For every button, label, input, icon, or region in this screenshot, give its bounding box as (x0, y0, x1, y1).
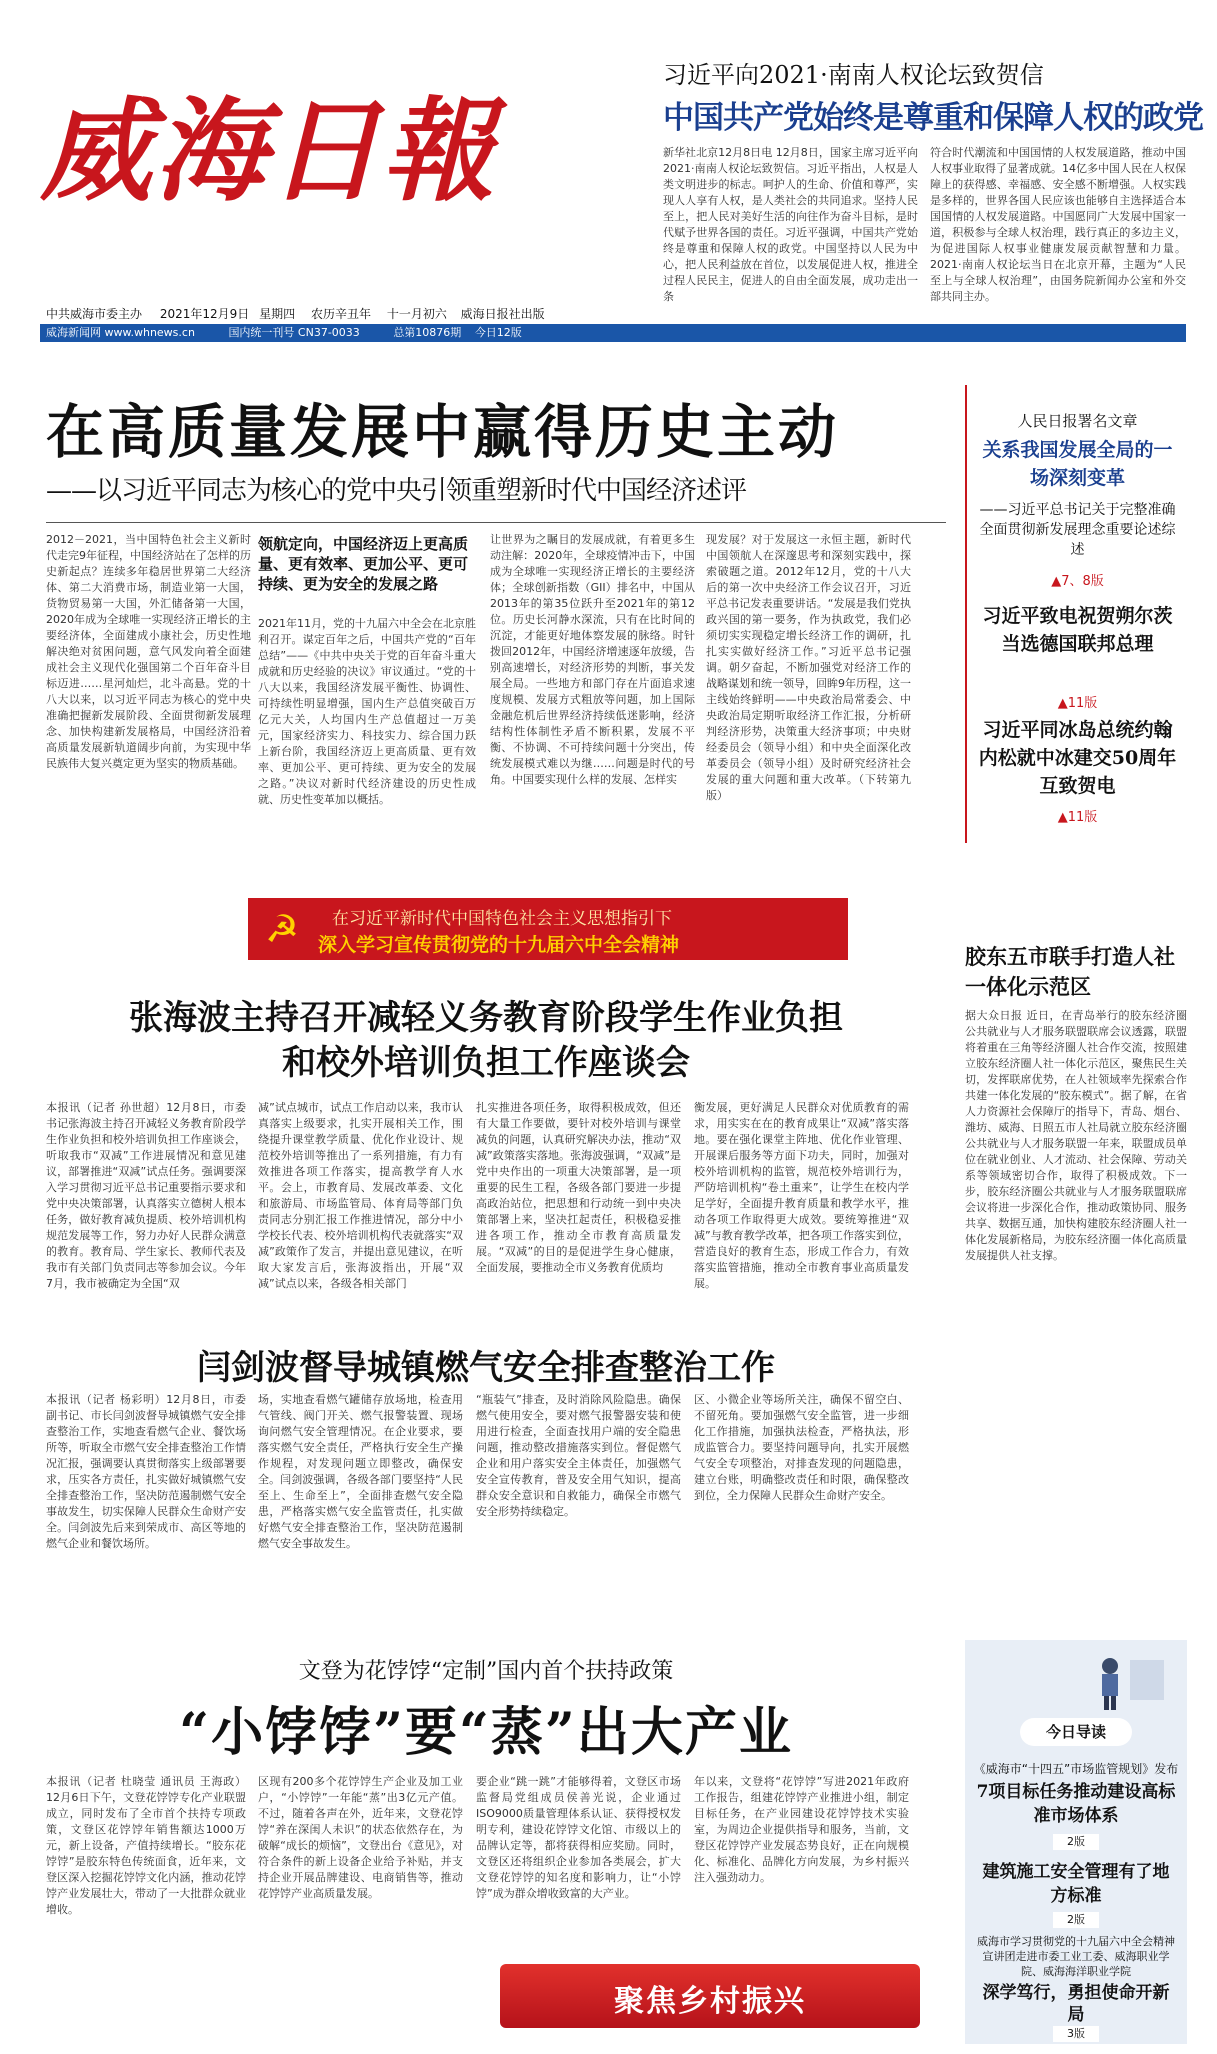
rural-revival-banner (500, 1964, 920, 2028)
theme-banner-line1: 在习近平新时代中国特色社会主义思想指引下 (332, 909, 672, 929)
rural-revival-banner-text: 聚焦乡村振兴 (614, 1984, 806, 2019)
masthead-site: 威海新闻网 www.whnews.cn (46, 326, 195, 339)
guide-item3-ref: 3版 (1053, 2026, 1099, 2042)
story4-headline: “小饽饽”要“蒸”出大产业 (179, 1702, 793, 1763)
masthead-weekday: 星期四 (259, 307, 296, 321)
today-guide-title: 今日导读 (1020, 1718, 1132, 1746)
sidebar-top-ref2: ▲11版 (1057, 696, 1098, 711)
guide-item1-kicker: 《威海市“十四五”市场监管规划》发布 (973, 1762, 1179, 1776)
story4-col3: 要企业“跳一跳”才能够得着，文登区市场监督局党组成员侯善光说，企业通过ISO9000质量管理体系认证、获得授权发明专利，建设花饽饽文化馆、市级以上的品牌认定等，都将获得相应奖励。同时，文登区还将组织企业参加各类展会，扩大文登花饽饽的知名度和影响力，让“小饽饽”成为群众增收致富的大产业。 (476, 1775, 681, 1900)
sidebar-mid-headline: 胶东五市联手打造人社一体化示范区 (965, 944, 1175, 999)
masthead-date: 2021年12月9日 (159, 307, 250, 321)
story3-col4: 区、小微企业等场所关注，确保不留空白、不留死角。要加强燃气安全监管，进一步细化工作措施，加强执法检查，严格执法，形成监管合力。要坚持问题导向，扎实开展燃气安全专项整治，对排查发现的问题隐患，建立台账，明确整改责任和时限，确保整改到位，全力保障人民群众生命财产安全。 (694, 1393, 909, 1502)
masthead-issue: 总第10876期 (393, 326, 462, 339)
party-emblem-icon: ☭ (264, 907, 300, 951)
story2-col3: 扎实推进各项任务，取得积极成效，但还有大量工作要做，要针对校外培训与课堂减负的问题，认真研究解决办法，推动“双减”政策落实落地。张海波强调，“双减”是党中央作出的一项重大决策部署，是一项重要的民生工程，各级各部门要进一步提高政治站位，把思想和行动统一到中央决策部署上来，坚决扛起责任，积极稳妥推进各项工作，推动全市教育高质量发展。“双减”的目的是促进学生身心健康，全面发展，要推动全市义务教育优质均 (476, 1101, 681, 1274)
top-story-col2: 符合时代潮流和中国国情的人权发展道路，推动中国人权事业取得了显著成就。14亿多中国人民在人权保障上的获得感、幸福感、安全感不断增强。人权实践是多样的，世界各国人民应该也能够自主选择适合本国国情的人权发展道路。中国愿同广大发展中国家一道，积极参与全球人权治理，践行真正的多边主义，为促进国际人权事业健康发展贡献智慧和力量。2021·南南人权论坛当日在北京开幕，主题为“人民至上与全球人权治理”，由国务院新闻办公室和外交部共同主办。 (930, 146, 1186, 303)
story4-col1: 本报讯（记者 杜晓莹 通讯员 王海政）12月6日下午，文登花饽饽专化产业联盟成立，同时发布了全市首个扶持专项政策，文登区花饽饽年销售额达1000万元，新上设备，产值持续增长。“胶东花饽饽”是胶东特色传统面食，近年来，文登区深入挖掘花饽饽文化内涵，推动花饽饽产业发展壮大，带动了一大批群众就业增收。 (46, 1775, 246, 1916)
masthead-org: 中共威海市委主办 (46, 307, 143, 321)
sidebar-top-kicker: 人民日报署名文章 (1017, 412, 1138, 430)
theme-banner (248, 898, 848, 960)
masthead-lunar-year: 农历辛丑年 (310, 307, 371, 321)
theme-banner-line2: 深入学习宣传贯彻党的十九届六中全会精神 (318, 934, 680, 956)
story2-col2: 减”试点城市，试点工作启动以来，我市认真落实上级要求，扎实开展相关工作，围绕提升课堂教学质量、优化作业设计、规范校外培训等推出了一系列措施，有力有效推进各项工作落实，提高教学育人水平。会上，市教育局、发展改革委、文化和旅游局、市场监管局、体育局等部门负责同志分别汇报工作推进情况，部分中小学校长代表、校外培训机构代表就落实“双减”政策作了发言，并提出意见建议，在听取大家发言后，张海波指出，开展“双减”试点以来，各级各相关部门 (258, 1101, 463, 1290)
main-subhead: ——以习近平同志为核心的党中央引领重塑新时代中国经济述评 (46, 476, 747, 506)
sidebar-top-ref3: ▲11版 (1057, 810, 1098, 825)
sidebar-top-headline: 关系我国发展全局的一场深刻变革 (982, 439, 1173, 489)
guide-item3-title: 深学笃行，勇担使命开新局 (982, 1983, 1170, 2025)
main-rule (46, 522, 946, 523)
sidebar-top-ref1: ▲7、8版 (1051, 574, 1104, 589)
masthead-cn: 国内统一刊号 CN37-0033 (228, 326, 360, 339)
story4-col2: 区现有200多个花饽饽生产企业及加工业户，“小饽饽”一年能“蒸”出3亿元产值。不过，随着各声在外，近年来，文登花饽饽“养在深闺人未识”的状态依然存在，为破解“成长的烦恼”，文登出台《意见》，对符合条件的新上设备企业给予补贴，并支持企业开展品牌建设、电商销售等，推动花饽饽产业高质量发展。 (258, 1775, 463, 1900)
sidebar-mid-body: 据大众日报 近日，在青岛举行的胶东经济圈公共就业与人才服务联盟联席会议透露，联盟将着重在三角等经济圈人社合作交流，按照建立胶东经济圈人社一体化示范区，聚焦民生关切，发挥联席优势，在人社领域率先探索合作共建一体化发展的“胶东模式”。据了解，在省人力资源社会保障厅的指导下，青岛、烟台、潍坊、威海、日照五市人社局就立胶东经济圈公共就业与人才服务联盟一年来，联盟成员单位在就业创业、人才流动、社会保障、劳动关系等领域密切合作，取得了积极成效。下一步，胶东经济圈公共就业与人才服务联盟联席会议将进一步深化合作，推动政策协同、服务共享、数据互通，加快构建胶东经济圈人社一体化发展新格局，为胶东经济圈一体化高质量发展提供人社支撑。 (965, 1009, 1187, 1262)
masthead-publisher: 威海日报社出版 (460, 307, 545, 321)
story2-col1: 本报讯（记者 孙世超）12月8日，市委书记张海波主持召开减轻义务教育阶段学生作业负担和校外培训负担工作座谈会，听取我市“双减”工作进展情况和意见建议，部署推进“双减”试点任务。强调要深入学习贯彻习近平总书记重要指示要求和党中央决策部署，认真落实立德树人根本任务，做好教育减负提质、校外培训机构规范发展等工作，努力办好人民群众满意的教育。教育局、学生家长、教师代表及我市有关部门负责同志等参加会议。今年7月，我市被确定为全国“双 (46, 1101, 246, 1290)
sidebar-top-item3: 习近平同冰岛总统约翰内松就中冰建交50周年互致贺电 (978, 719, 1177, 797)
story3-headline: 闫剑波督导城镇燃气安全排查整治工作 (197, 1348, 775, 1388)
masthead-logo: 威海日報 (40, 86, 496, 217)
story2-headline-1: 张海波主持召开减轻义务教育阶段学生作业负担 (129, 998, 843, 1038)
main-col2-lead: 领航定向，中国经济迈上更高质量、更有效率、更加公平、更可持续、更为安全的发展之路 (258, 535, 469, 593)
sidebar-top-item2: 习近平致电祝贺朔尔茨当选德国联邦总理 (982, 605, 1173, 655)
top-story-col1: 新华社北京12月8日电 12月8日，国家主席习近平向2021·南南人权论坛致贺信。习近平指出，人权是人类文明进步的标志。呵护人的生命、价值和尊严，实现人人享有人权，是人类社会的共同追求。坚持人民至上，把人民对美好生活的向往作为奋斗目标，是时代赋予世界各国的责任。习近平强调，中国共产党始终是尊重和保障人权的政党。中国坚持以人民为中心，把人民利益放在首位，以发展促进人权，推进全过程人民民主，促进人的自由全面发展，成功走出一条 (663, 146, 918, 303)
person-icon (1080, 1652, 1170, 1712)
masthead-lunar-day: 十一月初六 (386, 307, 447, 321)
top-story-kicker: 习近平向2021·南南人权论坛致贺信 (663, 61, 1044, 89)
story3-col2: 场，实地查看燃气罐储存放场地，检查用气管线、阀门开关、燃气报警装置、现场询问燃气安全管理情况。在企业要求，要落实燃气安全责任，严格执行安全生产操作规程，对发现问题立即整改，确保安全。闫剑波强调，各级各部门要坚持“人民至上、生命至上”，全面排查燃气安全隐患，严格落实燃气安全监管责任，扎实做好燃气安全排查整治工作，坚决防范遏制燃气安全事故发生。 (258, 1393, 463, 1550)
story2-col4: 衡发展，更好满足人民群众对优质教育的需求，用实实在在的教育成果让“双减”落实落地。要在强化课堂主阵地、优化作业管理、开展课后服务等方面下功夫，同时，加强对校外培训机构的监管，规范校外培训行为，严防培训机构“卷土重来”，让学生在校内学足学好，全面提升教育质量和教学水平，推动各项工作取得更大成效。要统筹推进“双减”与教育教学改革，把各项工作落实到位，营造良好的教育生态，形成工作合力，有效落实监管措施，推动全市教育事业高质量发展。 (694, 1101, 909, 1290)
guide-item1-title: 7项目标任务推动建设高标准市场体系 (976, 1782, 1176, 1826)
guide-item2-ref: 2版 (1053, 1912, 1099, 1928)
masthead-blue-bar (40, 324, 1186, 342)
main-col3: 让世界为之瞩目的发展成就，有着更多生动注解：2020年，全球疫情冲击下，中国成为全球唯一实现经济正增长的主要经济体；全球创新指数（GII）排名中，中国从2013年的第35位跃升至2021年的第12位。历史长河静水深流，只有在比时间的沉淀，才能更好地体察发展的脉络。时针拨回2012年，中国经济增速逐年放缓，告别高速增长，对经济形势的判断，事关发展全局。一些地方和部门存在片面追求速度规模、发展方式粗放等问题，加上国际金融危机后世界经济持续低迷影响，经济结构性体制性矛盾不断积累，发展不平衡、不协调、不可持续问题十分突出，传统发展模式难以为继……问题是时代的号角。中国要实现什么样的发展、怎样实 (490, 533, 695, 786)
masthead-info-line (46, 305, 545, 322)
today-guide-illustration (1080, 1652, 1170, 1712)
sidebar-top-subhead: ——习近平总书记关于完整准确全面贯彻新发展理念重要论述综述 (979, 502, 1176, 558)
main-col4: 现发展？对于发展这一永恒主题，新时代中国领航人在深邃思考和深刻实践中，探索破题之道。2012年12月，党的十八大后的第一次中央经济工作会议召开，习近平总书记发表重要讲话。“发展是我们党执政兴国的第一要务，作为执政党，我们必须切实实现稳定增长经济工作的调研，扎扎实实做好经济工作。”习近平总书记强调。朝夕奋起，不断加强党对经济工作的战略谋划和统一领导，回眸9年历程，这一主线始终鲜明——中央政治局常委会、中央政治局定期听取经济工作汇报，分析研判经济形势，决策重大经济事项；中央财经委员会（领导小组）和中央全面深化改革委员会（领导小组）及时研究经济社会发展的重大问题和重大改革。（下转第九版） (706, 533, 911, 802)
main-col2: 2021年11月，党的十九届六中全会在北京胜利召开。谋定百年之后，中国共产党的“百年总结”——《中共中央关于党的百年奋斗重大成就和历史经验的决议》审议通过。“党的十八大以来，我国经济发展平衡性、协调性、可持续性明显增强，国内生产总值突破百万亿元大关，人均国内生产总值超过一万美元，国家经济实力、科技实力、综合国力跃上新台阶，我国经济迈上更高质量、更有效率、更加公平、更可持续、更为安全的发展之路。”决议对新时代经济建设的历史性成就、历史性变革加以概括。 (258, 617, 476, 806)
story3-col3: “瓶装气”排查，及时消除风险隐患。确保燃气使用安全，要对燃气报警器安装和使用进行检查，全面查找用户端的安全隐患问题，推动整改措施落实到位。督促燃气企业和用户落实安全主体责任，加强燃气安全宣传教育，普及安全用气知识，提高群众安全意识和自救能力，确保全市燃气安全形势持续稳定。 (476, 1393, 681, 1518)
story2-headline-2: 和校外培训负担工作座谈会 (282, 1043, 690, 1083)
guide-item2-title: 建筑施工安全管理有了地方标准 (982, 1862, 1170, 1906)
main-headline: 在高质量发展中赢得历史主动 (46, 398, 840, 466)
story4-col4: 年以来，文登将“花饽饽”写进2021年政府工作报告，组建花饽饽产业推进小组，制定目标任务，在产业园建设花饽饽技术实验室，为周边企业提供指导和服务，当前，文登区花饽饽产业发展态势良好，正在向规模化、标准化、品牌化方向发展，为乡村振兴注入强劲动力。 (694, 1775, 909, 1884)
story3-col1: 本报讯（记者 杨彩明）12月8日，市委副书记、市长闫剑波督导城镇燃气安全排查整治工作，实地查看燃气企业、餐饮场所等，听取全市燃气安全排查整治工作情况汇报，强调要认真贯彻落实上级部署要求，压实各方责任，扎实做好城镇燃气安全排查整治工作，坚决防范遏制燃气安全事故发生，切实保障人民群众生命财产安全。闫剑波先后来到荣成市、高区等地的燃气企业和餐饮场所。 (46, 1393, 246, 1550)
main-col1: 2012－2021，当中国特色社会主义新时代走完9年征程，中国经济站在了怎样的历史新起点？连续多年稳居世界第二大经济体、第二大消费市场，制造业第一大国，货物贸易第一大国，外汇储备第一大国，2020年成为全球唯一实现经济正增长的主要经济体，全面建成小康社会，历史性地解决绝对贫困问题，意气风发向着全面建成社会主义现代化强国第二个百年奋斗目标迈进……星河灿烂，北斗高悬。党的十八大以来，以习近平同志为核心的党中央准确把握新发展阶段、全面贯彻新发展理念、加快构建新发展格局，中国经济沿着高质量发展新轨道阔步向前，为实现中华民族伟大复兴奠定更为坚实的物质基础。 (46, 533, 251, 770)
top-story-headline: 中国共产党始终是尊重和保障人权的政党 (663, 100, 1203, 136)
masthead-pages: 今日12版 (474, 326, 522, 339)
guide-item1-ref: 2版 (1053, 1834, 1099, 1850)
story4-kicker: 文登为花饽饽“定制”国内首个扶持政策 (298, 1659, 674, 1684)
guide-item3-kicker: 威海市学习贯彻党的十九届六中全会精神宣讲团走进市委工业工委、威海职业学院、威海海洋职业学院 (977, 1935, 1175, 1978)
